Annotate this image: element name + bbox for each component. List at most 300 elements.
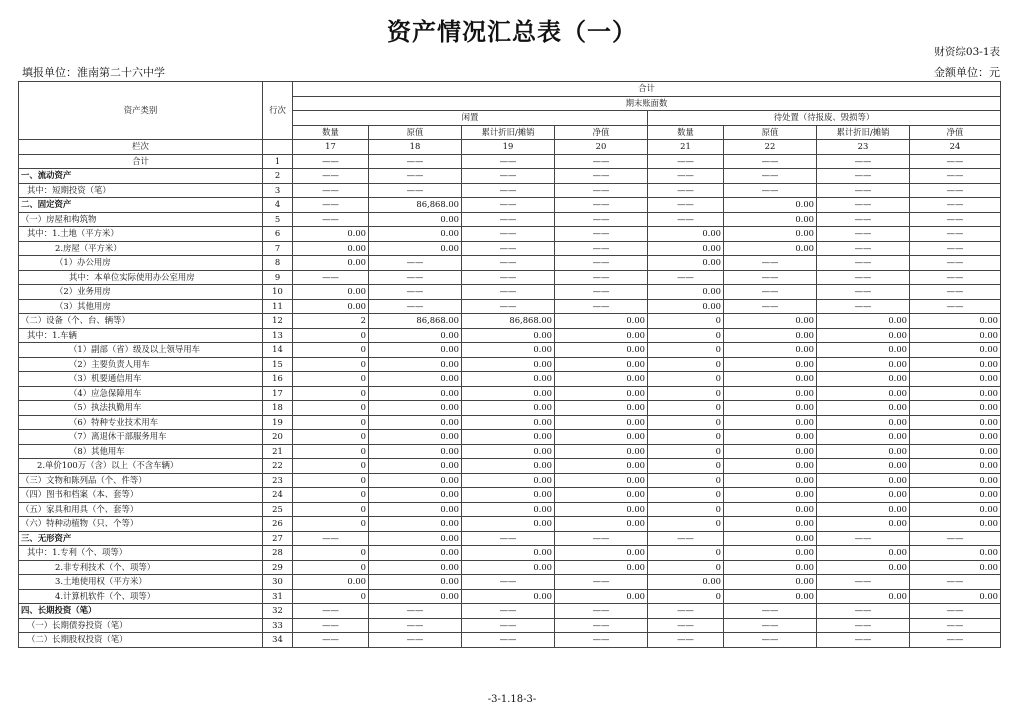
cell-value: 0.00: [910, 589, 1001, 604]
cell-value: 0: [293, 357, 369, 372]
row-label: 四、长期投资（笔）: [19, 604, 263, 619]
cell-value: 0.00: [817, 502, 910, 517]
table-row: [19, 299, 1001, 314]
cell-value: 0.00: [462, 430, 555, 445]
form-code: 财资综03-1表: [934, 46, 1000, 58]
cell-value: 0.00: [648, 256, 724, 271]
cell-value: ——: [648, 604, 724, 619]
cell-value: ——: [462, 575, 555, 590]
cell-value: ——: [648, 270, 724, 285]
col-label: 栏次: [19, 140, 263, 155]
cell-value: ——: [369, 299, 462, 314]
row-label: （1）副部（省）级及以上领导用车: [19, 343, 263, 358]
row-number: 22: [263, 459, 293, 474]
cell-value: ——: [369, 169, 462, 184]
cell-value: ——: [817, 285, 910, 300]
row-label: （2）业务用房: [19, 285, 263, 300]
cell-value: 0.00: [817, 386, 910, 401]
cell-value: ——: [462, 154, 555, 169]
cell-value: ——: [555, 285, 648, 300]
cell-value: 0.00: [369, 357, 462, 372]
cell-value: 0.00: [817, 357, 910, 372]
cell-value: ——: [910, 285, 1001, 300]
row-number: 10: [263, 285, 293, 300]
cell-value: 0: [293, 372, 369, 387]
cell-value: 0.00: [369, 430, 462, 445]
cell-value: ——: [817, 169, 910, 184]
table-row: [19, 183, 1001, 198]
cell-value: 0.00: [817, 314, 910, 329]
cell-value: 0.00: [369, 589, 462, 604]
reporting-unit: 填报单位：淮南第二十六中学: [22, 66, 165, 79]
cell-value: 0: [293, 502, 369, 517]
row-label: 一、流动资产: [19, 169, 263, 184]
cell-value: ——: [648, 212, 724, 227]
cell-value: 0.00: [555, 401, 648, 416]
cell-value: ——: [462, 198, 555, 213]
column-number-row: [19, 140, 1001, 155]
cell-value: 0.00: [369, 343, 462, 358]
cell-value: 0.00: [369, 227, 462, 242]
table-row: [19, 241, 1001, 256]
row-number: 9: [263, 270, 293, 285]
cell-value: ——: [462, 270, 555, 285]
table-row: [19, 589, 1001, 604]
cell-value: 0.00: [648, 285, 724, 300]
cell-value: ——: [369, 270, 462, 285]
cell-value: ——: [555, 183, 648, 198]
cell-value: ——: [369, 633, 462, 648]
cell-value: 0.00: [555, 430, 648, 445]
cell-value: 0.00: [648, 241, 724, 256]
header-total: 合计: [293, 82, 1001, 97]
cell-value: 0.00: [817, 415, 910, 430]
header-category: 资产类别: [19, 82, 263, 140]
cell-value: 0.00: [555, 314, 648, 329]
cell-value: 0.00: [724, 357, 817, 372]
row-label: （6）特种专业技术用车: [19, 415, 263, 430]
table-row: [19, 473, 1001, 488]
cell-value: ——: [724, 270, 817, 285]
row-label: 其中：本单位实际使用办公室用房: [19, 270, 263, 285]
currency-unit: 金额单位：元: [934, 66, 1000, 79]
cell-value: 0.00: [555, 415, 648, 430]
cell-value: 0: [648, 560, 724, 575]
row-label: （5）执法执勤用车: [19, 401, 263, 416]
cell-value: ——: [724, 154, 817, 169]
cell-value: 0.00: [555, 343, 648, 358]
cell-value: ——: [817, 212, 910, 227]
cell-value: 0: [293, 459, 369, 474]
cell-value: 0.00: [724, 560, 817, 575]
cell-value: 0.00: [724, 241, 817, 256]
cell-value: 0.00: [910, 401, 1001, 416]
col-num: 20: [555, 140, 648, 155]
row-number: 23: [263, 473, 293, 488]
table-row: [19, 256, 1001, 271]
cell-value: 0.00: [293, 575, 369, 590]
cell-value: ——: [910, 270, 1001, 285]
cell-value: 0: [648, 517, 724, 532]
cell-value: 0.00: [369, 328, 462, 343]
cell-value: ——: [462, 169, 555, 184]
cell-value: ——: [555, 531, 648, 546]
cell-value: 0.00: [462, 372, 555, 387]
row-label: （1）办公用房: [19, 256, 263, 271]
cell-value: 0: [293, 546, 369, 561]
cell-value: 0.00: [555, 459, 648, 474]
cell-value: 0.00: [462, 386, 555, 401]
cell-value: 0: [293, 473, 369, 488]
cell-value: ——: [555, 604, 648, 619]
row-label: （7）离退休干部服务用车: [19, 430, 263, 445]
cell-value: 0.00: [724, 517, 817, 532]
cell-value: ——: [910, 227, 1001, 242]
cell-value: 0.00: [369, 546, 462, 561]
cell-value: 0.00: [555, 372, 648, 387]
cell-value: ——: [462, 531, 555, 546]
row-number: 27: [263, 531, 293, 546]
cell-value: 0.00: [462, 415, 555, 430]
cell-value: 0.00: [910, 430, 1001, 445]
cell-value: 0.00: [369, 560, 462, 575]
cell-value: 0.00: [724, 227, 817, 242]
row-label: （一）长期债券投资（笔）: [19, 618, 263, 633]
row-label: 其中：1.车辆: [19, 328, 263, 343]
cell-value: 0.00: [910, 415, 1001, 430]
cell-value: 0: [293, 343, 369, 358]
cell-value: 0.00: [555, 502, 648, 517]
cell-value: ——: [648, 531, 724, 546]
cell-value: ——: [817, 256, 910, 271]
cell-value: ——: [369, 154, 462, 169]
cell-value: 0.00: [910, 343, 1001, 358]
cell-value: 0.00: [462, 459, 555, 474]
row-number: 12: [263, 314, 293, 329]
cell-value: ——: [555, 270, 648, 285]
table-row: [19, 546, 1001, 561]
cell-value: 0.00: [369, 488, 462, 503]
cell-value: 0.00: [369, 386, 462, 401]
cell-value: 0: [648, 589, 724, 604]
cell-value: 0.00: [293, 241, 369, 256]
col-num: 17: [293, 140, 369, 155]
cell-value: 0.00: [293, 299, 369, 314]
cell-value: ——: [462, 256, 555, 271]
page-title: 资产情况汇总表（一）: [387, 18, 637, 46]
row-label: 二、固定资产: [19, 198, 263, 213]
cell-value: 0.00: [369, 459, 462, 474]
header-idle: 闲置: [293, 111, 648, 126]
cell-value: 0: [293, 589, 369, 604]
table-row: [19, 415, 1001, 430]
cell-value: ——: [910, 256, 1001, 271]
cell-value: 0.00: [555, 488, 648, 503]
cell-value: 0.00: [724, 198, 817, 213]
cell-value: ——: [817, 633, 910, 648]
row-number: 25: [263, 502, 293, 517]
cell-value: 0.00: [462, 328, 555, 343]
row-number: 17: [263, 386, 293, 401]
cell-value: 0: [648, 415, 724, 430]
cell-value: 0.00: [648, 575, 724, 590]
cell-value: ——: [293, 531, 369, 546]
cell-value: 0.00: [369, 444, 462, 459]
cell-value: 0.00: [369, 212, 462, 227]
row-number: 6: [263, 227, 293, 242]
header-col: 累计折旧/摊销: [462, 125, 555, 140]
cell-value: 0.00: [817, 343, 910, 358]
cell-value: ——: [817, 154, 910, 169]
cell-value: ——: [648, 633, 724, 648]
cell-value: ——: [369, 618, 462, 633]
cell-value: 0.00: [369, 575, 462, 590]
row-label: 三、无形资产: [19, 531, 263, 546]
cell-value: ——: [555, 198, 648, 213]
cell-value: ——: [462, 299, 555, 314]
cell-value: ——: [910, 169, 1001, 184]
table-row: [19, 430, 1001, 445]
cell-value: 0.00: [724, 589, 817, 604]
cell-value: ——: [555, 633, 648, 648]
cell-value: 0: [648, 357, 724, 372]
cell-value: ——: [293, 604, 369, 619]
row-number: 29: [263, 560, 293, 575]
row-number: 28: [263, 546, 293, 561]
row-label: 4.计算机软件（个、项等）: [19, 589, 263, 604]
cell-value: ——: [910, 604, 1001, 619]
cell-value: 0.00: [462, 502, 555, 517]
cell-value: ——: [724, 604, 817, 619]
row-number: 4: [263, 198, 293, 213]
cell-value: 0.00: [724, 488, 817, 503]
col-num: 19: [462, 140, 555, 155]
cell-value: 0.00: [910, 328, 1001, 343]
row-label: 合计: [19, 154, 263, 169]
cell-value: 0.00: [817, 517, 910, 532]
cell-value: 0: [293, 517, 369, 532]
cell-value: 0.00: [369, 473, 462, 488]
row-label: （六）特种动植物（只、个等）: [19, 517, 263, 532]
cell-value: ——: [724, 183, 817, 198]
table-row: [19, 531, 1001, 546]
row-number: 31: [263, 589, 293, 604]
cell-value: 0.00: [555, 357, 648, 372]
row-label: （三）文物和陈列品（个、件等）: [19, 473, 263, 488]
table-row: [19, 357, 1001, 372]
cell-value: 0.00: [369, 531, 462, 546]
cell-value: ——: [555, 575, 648, 590]
row-number: 19: [263, 415, 293, 430]
row-label: 2.房屋（平方米）: [19, 241, 263, 256]
cell-value: ——: [648, 183, 724, 198]
cell-value: 0.00: [648, 299, 724, 314]
col-num: 24: [910, 140, 1001, 155]
row-label: （二）长期股权投资（笔）: [19, 633, 263, 648]
row-label: （3）机要通信用车: [19, 372, 263, 387]
row-number: 24: [263, 488, 293, 503]
row-number: 33: [263, 618, 293, 633]
cell-value: 0.00: [462, 357, 555, 372]
cell-value: 0: [648, 401, 724, 416]
cell-value: 0.00: [817, 459, 910, 474]
cell-value: 0: [293, 560, 369, 575]
cell-value: ——: [462, 227, 555, 242]
row-number: 18: [263, 401, 293, 416]
cell-value: 0.00: [724, 459, 817, 474]
cell-value: 0.00: [910, 314, 1001, 329]
cell-value: ——: [724, 169, 817, 184]
row-label: （五）家具和用具（个、套等）: [19, 502, 263, 517]
cell-value: 0.00: [724, 546, 817, 561]
row-number: 8: [263, 256, 293, 271]
cell-value: 0: [648, 444, 724, 459]
row-label: 2.非专利技术（个、项等）: [19, 560, 263, 575]
cell-value: ——: [293, 633, 369, 648]
cell-value: 86,868.00: [462, 314, 555, 329]
cell-value: ——: [724, 299, 817, 314]
header-row-no: 行次: [263, 82, 293, 140]
cell-value: 0: [293, 328, 369, 343]
cell-value: 0.00: [910, 546, 1001, 561]
cell-value: ——: [910, 198, 1001, 213]
cell-value: ——: [293, 183, 369, 198]
cell-value: 0.00: [910, 517, 1001, 532]
cell-value: 0: [293, 488, 369, 503]
cell-value: 0.00: [648, 227, 724, 242]
cell-value: ——: [293, 212, 369, 227]
cell-value: ——: [648, 198, 724, 213]
row-label: 3.土地使用权（平方米）: [19, 575, 263, 590]
row-label: （8）其他用车: [19, 444, 263, 459]
cell-value: ——: [910, 154, 1001, 169]
cell-value: 0: [648, 372, 724, 387]
table-row: [19, 575, 1001, 590]
cell-value: ——: [817, 604, 910, 619]
cell-value: 0.00: [817, 328, 910, 343]
cell-value: 0.00: [724, 401, 817, 416]
cell-value: ——: [910, 633, 1001, 648]
cell-value: 0.00: [724, 212, 817, 227]
cell-value: ——: [555, 227, 648, 242]
row-number: 32: [263, 604, 293, 619]
cell-value: ——: [369, 604, 462, 619]
row-number: 20: [263, 430, 293, 445]
cell-value: 0: [648, 502, 724, 517]
cell-value: 0: [648, 430, 724, 445]
cell-value: 0.00: [555, 517, 648, 532]
cell-value: ——: [817, 183, 910, 198]
cell-value: ——: [555, 169, 648, 184]
header-col: 净值: [910, 125, 1001, 140]
cell-value: 0.00: [462, 488, 555, 503]
cell-value: 0.00: [724, 444, 817, 459]
cell-value: 0.00: [724, 372, 817, 387]
cell-value: ——: [293, 169, 369, 184]
cell-value: ——: [910, 575, 1001, 590]
header-col: 原值: [369, 125, 462, 140]
cell-value: 0.00: [817, 488, 910, 503]
cell-value: 0.00: [724, 473, 817, 488]
cell-value: ——: [724, 256, 817, 271]
cell-value: ——: [910, 299, 1001, 314]
cell-value: 0.00: [555, 589, 648, 604]
row-number: 5: [263, 212, 293, 227]
table-row: [19, 285, 1001, 300]
cell-value: ——: [817, 575, 910, 590]
cell-value: ——: [910, 618, 1001, 633]
cell-value: ——: [648, 154, 724, 169]
cell-value: 0.00: [724, 531, 817, 546]
header-pending: 待处置（待报废、毁损等）: [648, 111, 1001, 126]
table-row: [19, 314, 1001, 329]
cell-value: ——: [817, 299, 910, 314]
cell-value: ——: [462, 633, 555, 648]
cell-value: 0.00: [724, 386, 817, 401]
cell-value: 0.00: [817, 589, 910, 604]
cell-value: 0.00: [817, 430, 910, 445]
cell-value: 0.00: [817, 444, 910, 459]
row-number: 30: [263, 575, 293, 590]
cell-value: ——: [293, 198, 369, 213]
cell-value: 0.00: [462, 546, 555, 561]
row-label: 其中：1.土地（平方米）: [19, 227, 263, 242]
cell-value: 0.00: [910, 560, 1001, 575]
row-label: （4）应急保障用车: [19, 386, 263, 401]
cell-value: 0: [648, 386, 724, 401]
col-num: 22: [724, 140, 817, 155]
row-label: （2）主要负责人用车: [19, 357, 263, 372]
cell-value: 0.00: [910, 372, 1001, 387]
row-number: 16: [263, 372, 293, 387]
table-row: [19, 517, 1001, 532]
cell-value: 0.00: [462, 343, 555, 358]
cell-value: 0.00: [293, 227, 369, 242]
row-label: （四）图书和档案（本、套等）: [19, 488, 263, 503]
row-number: 7: [263, 241, 293, 256]
cell-value: ——: [724, 285, 817, 300]
page-footer: -3-1.18-3-: [487, 694, 537, 705]
cell-value: 0.00: [910, 386, 1001, 401]
row-number: 1: [263, 154, 293, 169]
cell-value: 0.00: [369, 372, 462, 387]
cell-value: 0: [293, 401, 369, 416]
cell-value: 0.00: [724, 575, 817, 590]
row-number: 14: [263, 343, 293, 358]
empty-cell: [263, 140, 293, 155]
table-row: [19, 633, 1001, 648]
table-row: [19, 328, 1001, 343]
cell-value: 0.00: [369, 401, 462, 416]
table-row: [19, 459, 1001, 474]
cell-value: 0: [293, 430, 369, 445]
cell-value: ——: [462, 212, 555, 227]
row-number: 34: [263, 633, 293, 648]
cell-value: 0.00: [724, 415, 817, 430]
cell-value: 0: [648, 488, 724, 503]
cell-value: ——: [724, 633, 817, 648]
cell-value: ——: [910, 212, 1001, 227]
row-label: 其中：短期投资（笔）: [19, 183, 263, 198]
cell-value: ——: [369, 285, 462, 300]
cell-value: 0: [648, 343, 724, 358]
cell-value: 0.00: [462, 444, 555, 459]
row-label: 其中：1.专利（个、项等）: [19, 546, 263, 561]
cell-value: ——: [817, 618, 910, 633]
cell-value: 0.00: [817, 546, 910, 561]
row-number: 11: [263, 299, 293, 314]
cell-value: ——: [817, 531, 910, 546]
